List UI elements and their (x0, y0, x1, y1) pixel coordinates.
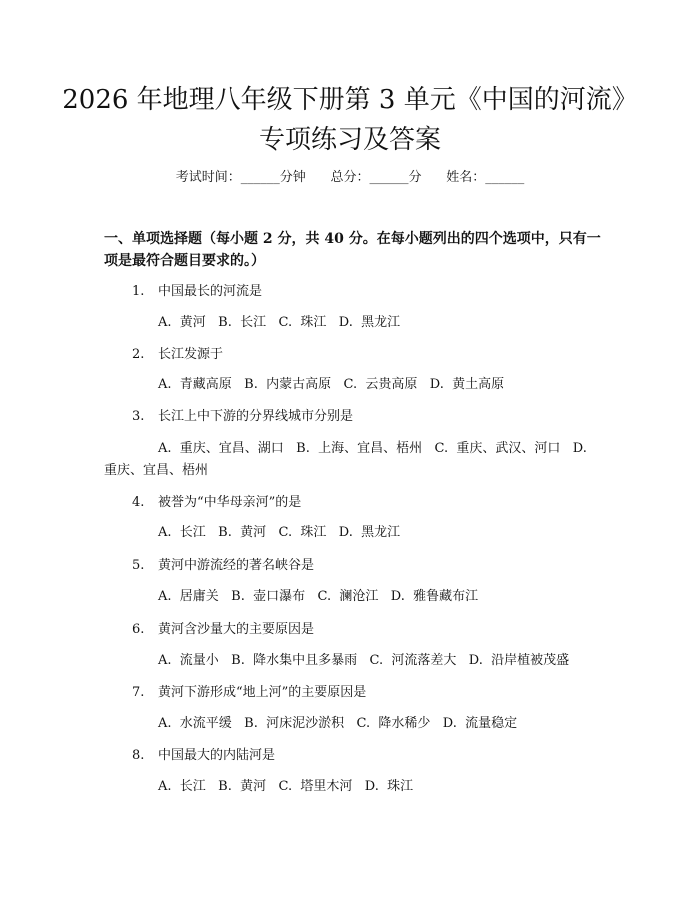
question-number: 8. (132, 748, 145, 763)
question-6 (132, 620, 314, 640)
question-text: 中国最长的河流是 (158, 284, 263, 299)
question-1 (132, 282, 262, 302)
exam-info: 考试时间：______分钟 总分：______分 姓名：______ (175, 170, 525, 185)
question-7 (132, 683, 366, 703)
question-3 (132, 407, 353, 427)
question-5 (132, 556, 314, 576)
question-text: 中国最大的内陆河是 (158, 748, 276, 763)
question-number: 7. (132, 685, 145, 700)
question-1-options: A. 黄河 B. 长江 C. 珠江 D. 黑龙江 (158, 315, 401, 330)
question-6-options: A. 流量小 B. 降水集中且多暴雨 C. 河流落差大 D. 沿岸植被茂盛 (158, 653, 570, 668)
question-2-options: A. 青藏高原 B. 内蒙古高原 C. 云贵高原 D. 黄土高原 (158, 377, 505, 392)
question-number: 4. (132, 495, 145, 510)
question-text: 长江发源于 (158, 347, 224, 362)
question-number: 1. (132, 284, 145, 299)
page-title: 2026 年地理八年级下册第 3 单元《中国的河流》专项练习及答案 (62, 85, 638, 155)
question-8 (132, 746, 275, 766)
question-number: 6. (132, 622, 145, 637)
question-number: 5. (132, 558, 145, 573)
question-text: 长江上中下游的分界线城市分别是 (158, 409, 354, 424)
question-8-options: A. 长江 B. 黄河 C. 塔里木河 D. 珠江 (158, 779, 414, 794)
question-5-options: A. 居庸关 B. 壶口瀑布 C. 澜沧江 D. 雅鲁藏布江 (158, 589, 479, 604)
question-text: 黄河下游形成“地上河”的主要原因是 (158, 685, 367, 700)
question-number: 3. (132, 409, 145, 424)
question-4 (132, 493, 301, 513)
section-heading: 一、单项选择题（每小题 2 分，共 40 分。在每小题列出的四个选项中，只有一项是最符合题目要求的。） (104, 231, 601, 269)
question-number: 2. (132, 347, 145, 362)
question-2 (132, 345, 223, 365)
question-7-options: A. 水流平缓 B. 河床泥沙淤积 C. 降水稀少 D. 流量稳定 (158, 716, 518, 731)
question-text: 被誉为“中华母亲河”的是 (158, 495, 302, 510)
question-3-options: A. 重庆、宜昌、湖口 B. 上海、宜昌、梧州 C. 重庆、武汉、河口 D. 重庆、宜昌、梧州 (104, 441, 596, 478)
question-text: 黄河含沙量大的主要原因是 (158, 622, 315, 637)
question-text: 黄河中游流经的著名峡谷是 (158, 558, 315, 573)
question-4-options: A. 长江 B. 黄河 C. 珠江 D. 黑龙江 (158, 525, 401, 540)
